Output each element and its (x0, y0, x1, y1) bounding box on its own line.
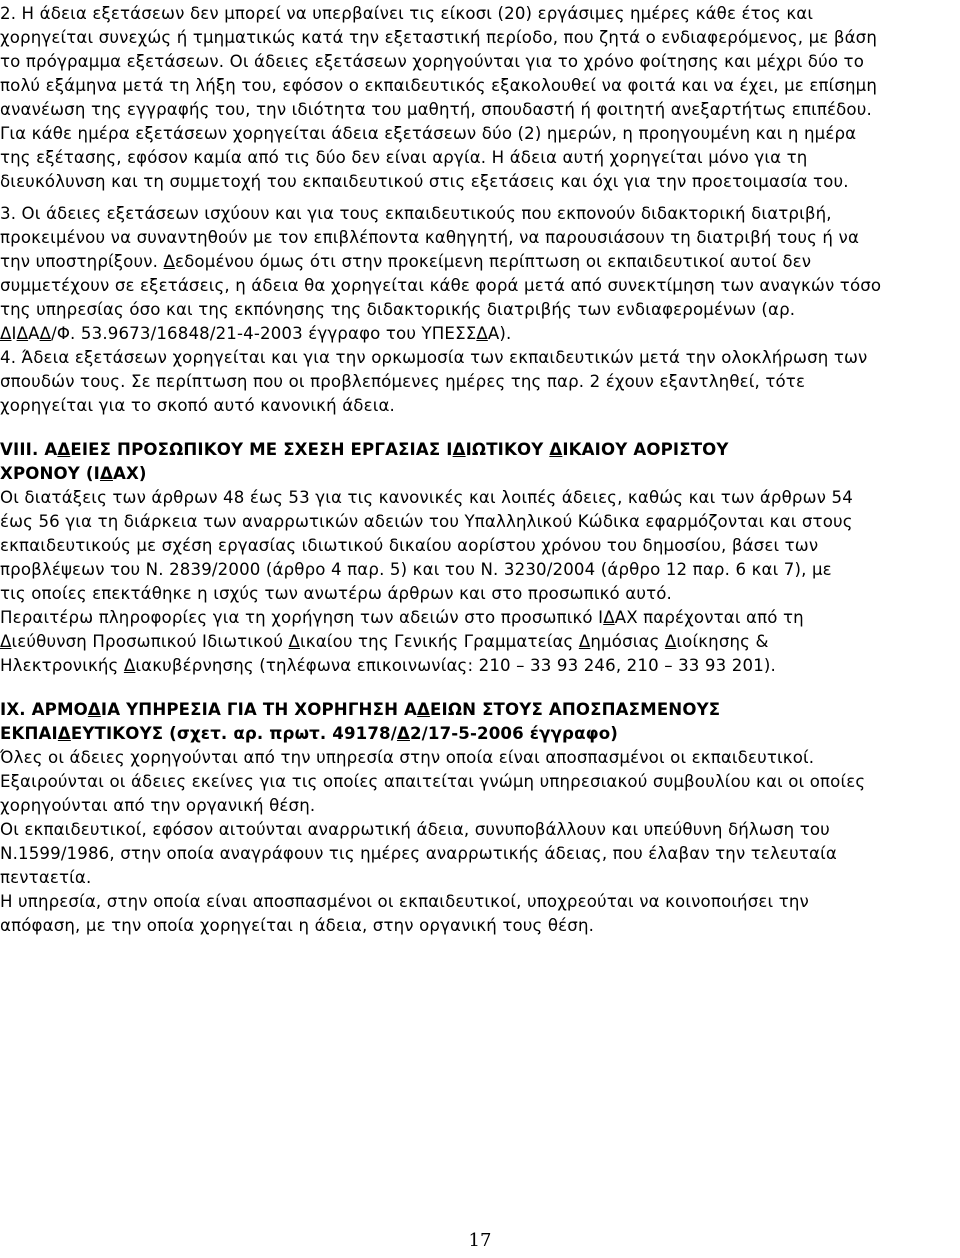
text-line: απόφαση, με την οποία χορηγείται η άδεια, στην οργανική τους θέση. (0, 916, 595, 935)
text-line: προκειμένου να συναντηθούν με τον επιβλέποντα καθηγητή, να παρουσιάσουν τη διατριβή τους ή να (0, 228, 860, 247)
text-line: χορηγούνται από την οργανική θέση. (0, 796, 316, 815)
text-line: πενταετία. (0, 868, 92, 887)
text-line: Οι εκπαιδευτικοί, εφόσον αιτούνται αναρρωτική άδεια, συνυποβάλλουν και υπεύθυνη δήλωση του (0, 820, 830, 839)
text-line: 2. Η άδεια εξετάσεων δεν μπορεί να υπερβαίνει τις είκοσι (20) εργάσιμες ημέρες κάθε έτος και (0, 4, 814, 23)
text-line: της εξέτασης, εφόσον καμία από τις δύο δεν είναι αργία. Η άδεια αυτή χορηγείται μόνο για τη (0, 148, 808, 167)
text-line: 4. Άδεια εξετάσεων χορηγείται και για την ορκωμοσία των εκπαιδευτικών μετά την ολοκλήρωση των (0, 348, 868, 367)
text-line: χορηγείται για το σκοπό αυτό κανονική άδεια. (0, 396, 395, 415)
text-line: σπουδών τους. Σε περίπτωση που οι προβλεπόμενες ημέρες της παρ. 2 έχουν εξαντληθεί, τότε (0, 372, 806, 391)
text-line: το πρόγραμμα εξετάσεων. Οι άδειες εξετάσεων χορηγούνται για το χρόνο φοίτησης και μέχρι δύο το (0, 52, 865, 71)
text-line: χορηγείται συνεχώς ή τμηματικώς κατά την εξεταστική περίοδο, που ζητά ο ενδιαφερόμενος, με βάση (0, 28, 877, 47)
text-line: διευκόλυνση και τη συμμετοχή του εκπαιδευτικού στις εξετάσεις και όχι για την προετοιμασία του. (0, 172, 849, 191)
page-number: 17 (468, 1230, 492, 1251)
section-heading-ix-cont: ΕΚΠΑΙΔΕΥΤΙΚΟΥΣ (σχετ. αρ. πρωτ. 49178/Δ2/17-5-2006 έγγραφο) (0, 724, 619, 743)
text-line: Εξαιρούνται οι άδειες εκείνες για τις οποίες απαιτείται γνώμη υπηρεσιακού συμβουλίου και οι οποίες (0, 772, 866, 791)
text-line: Ν.1599/1986, στην οποία αναγράφουν τις ημέρες αναρρωτικής άδειας, που έλαβαν την τελευταία (0, 844, 837, 863)
text-line: Ηλεκτρονικής Διακυβέρνησης (τηλέφωνα επικοινωνίας: 210 – 33 93 246, 210 – 33 93 201). (0, 656, 776, 675)
text-line: συμμετέχουν σε εξετάσεις, η άδεια θα χορηγείται κάθε φορά μετά από συνεκτίμηση των αναγκών τόσο (0, 276, 882, 295)
text-line: Διεύθυνση Προσωπικού Ιδιωτικού Δικαίου της Γενικής Γραμματείας Δημόσιας Διοίκησης & (0, 632, 769, 651)
text-line: τις οποίες επεκτάθηκε η ισχύς των ανωτέρω άρθρων και στο προσωπικό αυτό. (0, 584, 672, 603)
text-line: την υποστηρίξουν. Δεδομένου όμως ότι στην προκείμενη περίπτωση οι εκπαιδευτικοί αυτοί δεν (0, 252, 812, 271)
text-line: προβλέψεων του Ν. 2839/2000 (άρθρο 4 παρ. 5) και του Ν. 3230/2004 (άρθρο 12 παρ. 6 και 7), με (0, 560, 832, 579)
section-heading-viii: VIII. ΑΔΕΙΕΣ ΠΡΟΣΩΠΙΚΟΥ ΜΕ ΣΧΕΣΗ ΕΡΓΑΣΙΑΣ ΙΔΙΩΤΙΚΟΥ ΔΙΚΑΙΟΥ ΑΟΡΙΣΤΟΥ (0, 440, 729, 459)
text-line: ανανέωση της εγγραφής του, την ιδιότητα του μαθητή, σπουδαστή ή φοιτητή ανεξαρτήτως επιπέδου. (0, 100, 872, 119)
text-line: έως 56 για τη διάρκεια των αναρρωτικών αδειών του Υπαλληλικού Κώδικα εφαρμόζονται και στους (0, 512, 853, 531)
text-line: ΔΙΔΑΔ/Φ. 53.9673/16848/21-4-2003 έγγραφο του ΥΠΕΣΣΔΑ). (0, 324, 512, 343)
text-line: της υπηρεσίας όσο και της εκπόνησης της διδακτορικής διατριβής των ενδιαφερομένων (αρ. (0, 300, 796, 319)
text-line: πολύ εξάμηνα μετά τη λήξη του, εφόσον ο εκπαιδευτικός εξακολουθεί να φοιτά και να έχει, με επίσημη (0, 76, 878, 95)
section-heading-viii-cont: ΧΡΟΝΟΥ (ΙΔΑΧ) (0, 464, 147, 483)
text-line: εκπαιδευτικούς με σχέση εργασίας ιδιωτικού δικαίου αορίστου χρόνου του δημοσίου, βάσει των (0, 536, 819, 555)
section-heading-ix: IX. ΑΡΜΟΔΙΑ ΥΠΗΡΕΣΙΑ ΓΙΑ ΤΗ ΧΟΡΗΓΗΣΗ ΑΔΕΙΩΝ ΣΤΟΥΣ ΑΠΟΣΠΑΣΜΕΝΟΥΣ (0, 700, 721, 719)
text-line: Όλες οι άδειες χορηγούνται από την υπηρεσία στην οποία είναι αποσπασμένοι οι εκπαιδευτικοί. (0, 748, 815, 767)
text-line: Για κάθε ημέρα εξετάσεων χορηγείται άδεια εξετάσεων δύο (2) ημερών, η προηγουμένη και η ημέρα (0, 124, 857, 143)
text-line: Η υπηρεσία, στην οποία είναι αποσπασμένοι οι εκπαιδευτικοί, υποχρεούται να κοινοποιήσει την (0, 892, 809, 911)
text-line: Περαιτέρω πληροφορίες για τη χορήγηση των αδειών στο προσωπικό ΙΔΑΧ παρέχονται από τη (0, 608, 804, 627)
text-line: Οι διατάξεις των άρθρων 48 έως 53 για τις κανονικές και λοιπές άδειες, καθώς και των άρθρων 54 (0, 488, 853, 507)
text-line: 3. Οι άδειες εξετάσεων ισχύουν και για τους εκπαιδευτικούς που εκπονούν διδακτορική διατριβή, (0, 204, 832, 223)
